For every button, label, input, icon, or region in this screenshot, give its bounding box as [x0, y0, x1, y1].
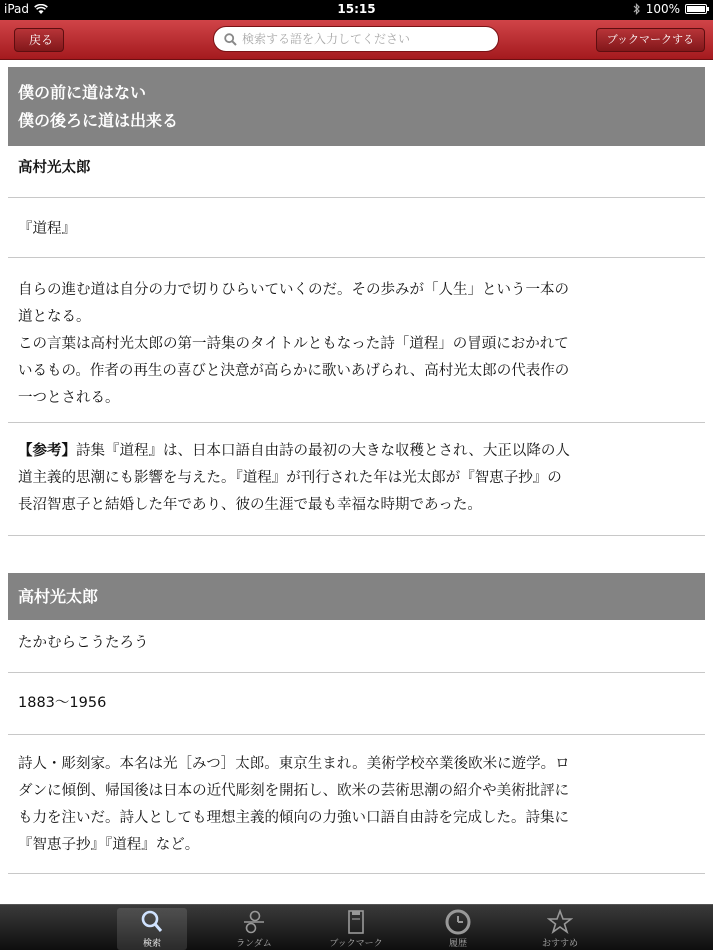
- tab-bookmark[interactable]: [321, 908, 391, 950]
- tab-search-label: 検索: [142, 939, 161, 949]
- tab-history-label: 履歴: [448, 939, 467, 949]
- status-bar: [0, 0, 713, 20]
- bookmark-button[interactable]: ブックマークする: [596, 28, 705, 52]
- quote-author-text: 高村光太郎: [18, 160, 91, 176]
- quote-source-text: 『道程』: [18, 221, 76, 237]
- quote-source: [8, 198, 705, 258]
- quote-line-2: 僕の後ろに道は出来る: [18, 111, 179, 130]
- tab-recommend[interactable]: [525, 908, 595, 950]
- search-input[interactable]: [242, 32, 482, 46]
- quote-header: [8, 67, 705, 146]
- device-name: iPad: [4, 2, 30, 16]
- navigation-bar: [0, 20, 713, 60]
- person-reading-text: たかむらこうたろう: [18, 635, 149, 651]
- tab-search[interactable]: [117, 908, 187, 950]
- random-icon: [242, 909, 266, 935]
- battery-icon: [685, 4, 707, 14]
- person-name: 高村光太郎: [18, 587, 99, 606]
- reference-label: 【参考】: [18, 443, 76, 459]
- search-icon: [140, 909, 164, 935]
- person-years-text: 1883〜1956: [18, 695, 107, 711]
- person-bio: 詩人・彫刻家。本名は光［みつ］太郎。東京生まれ。美術学校卒業後欧米に遊学。ロ ダンに傾倒、帰国後は日本の近代彫刻を開拓し、欧米の芸術思潮の紹介や美術批評に も力を注いだ。詩人としても理想主義的傾向の力強い口語自由詩を完成した。詩集に 『智恵子抄』『道程』など。: [8, 735, 705, 874]
- quote-author: [8, 146, 705, 198]
- star-icon: [547, 909, 573, 935]
- quote-reference: [8, 423, 705, 536]
- back-button-wrap: [14, 28, 64, 52]
- tab-random-label: ランダム: [236, 939, 272, 949]
- tab-bookmark-label: ブックマーク: [329, 939, 383, 949]
- tab-recommend-label: おすすめ: [541, 939, 579, 949]
- search-icon: [224, 33, 237, 46]
- bookmark-icon: [344, 909, 368, 935]
- spacer: [0, 536, 713, 573]
- status-right: [633, 2, 707, 16]
- bluetooth-icon: [633, 3, 641, 15]
- tab-history[interactable]: [423, 908, 493, 950]
- tab-random[interactable]: [219, 908, 289, 950]
- tab-bar: [0, 904, 713, 950]
- quote-line-1: 僕の前に道はない: [18, 83, 147, 102]
- clock-icon: [445, 909, 471, 935]
- content-area[interactable]: [0, 61, 713, 904]
- person-years: [8, 673, 705, 735]
- battery-percent: 100%: [645, 2, 680, 16]
- status-time: 15:15: [337, 2, 376, 16]
- reference-text: 詩集『道程』は、日本口語自由詩の最初の大きな収穫とされ、大正以降の人 道主義的思潮にも影響を与えた。『道程』が刊行された年は光太郎が『智恵子抄』の 長沼智恵子と結婚した年であり、彼の生涯で最も幸福な時期であった。: [18, 443, 570, 513]
- back-button[interactable]: 戻る: [14, 28, 64, 52]
- person-header: [8, 573, 705, 620]
- person-reading: [8, 620, 705, 673]
- quote-explanation: 自らの進む道は自分の力で切りひらいていくのだ。その歩みが「人生」という一本の 道となる。 この言葉は高村光太郎の第一詩集のタイトルともなった詩「道程」の冒頭におかれて いるもの。作者の再生の喜びと決意が高らかに歌いあげられ、高村光太郎の代表作の 一つとされる。: [8, 258, 705, 423]
- search-field[interactable]: [213, 26, 499, 52]
